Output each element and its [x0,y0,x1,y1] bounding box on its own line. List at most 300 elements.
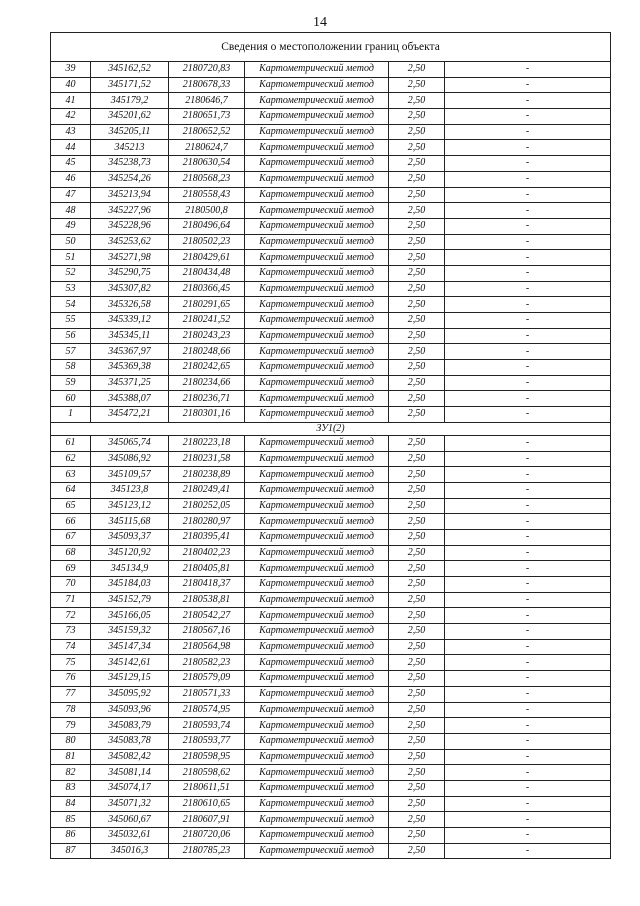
precision-cell: 2,50 [389,203,445,219]
section-label: ЗУ1(2) [51,422,611,435]
table-row [51,608,611,624]
table-row [51,577,611,593]
y-coordinate-cell: 2180231,58 [169,451,245,467]
point-number-cell: 39 [51,62,91,78]
precision-cell: 2,50 [389,545,445,561]
description-cell: - [445,435,611,451]
precision-cell: 2,50 [389,313,445,329]
table-row [51,749,611,765]
y-coordinate-cell: 2180567,16 [169,624,245,640]
method-cell: Картометрический метод [245,203,389,219]
x-coordinate-cell: 345171,52 [91,77,169,93]
y-coordinate-cell: 2180571,33 [169,686,245,702]
y-coordinate-cell: 2180611,51 [169,780,245,796]
x-coordinate-cell: 345071,32 [91,796,169,812]
method-cell: Картометрический метод [245,171,389,187]
y-coordinate-cell: 2180607,91 [169,812,245,828]
description-cell: - [445,124,611,140]
y-coordinate-cell: 2180252,05 [169,498,245,514]
table-row [51,156,611,172]
method-cell: Картометрический метод [245,514,389,530]
precision-cell: 2,50 [389,514,445,530]
method-cell: Картометрический метод [245,780,389,796]
y-coordinate-cell: 2180678,33 [169,77,245,93]
point-number-cell: 56 [51,328,91,344]
description-cell: - [445,62,611,78]
point-number-cell: 77 [51,686,91,702]
precision-cell: 2,50 [389,375,445,391]
table-row [51,498,611,514]
point-number-cell: 1 [51,407,91,423]
description-cell: - [445,561,611,577]
table-row [51,780,611,796]
x-coordinate-cell: 345254,26 [91,171,169,187]
x-coordinate-cell: 345227,96 [91,203,169,219]
x-coordinate-cell: 345123,12 [91,498,169,514]
method-cell: Картометрический метод [245,702,389,718]
description-cell: - [445,391,611,407]
precision-cell: 2,50 [389,344,445,360]
description-cell: - [445,592,611,608]
precision-cell: 2,50 [389,702,445,718]
point-number-cell: 53 [51,281,91,297]
x-coordinate-cell: 345339,12 [91,313,169,329]
method-cell: Картометрический метод [245,281,389,297]
precision-cell: 2,50 [389,655,445,671]
table-row [51,109,611,125]
description-cell: - [445,93,611,109]
description-cell: - [445,624,611,640]
method-cell: Картометрический метод [245,375,389,391]
y-coordinate-cell: 2180301,16 [169,407,245,423]
point-number-cell: 47 [51,187,91,203]
description-cell: - [445,451,611,467]
x-coordinate-cell: 345081,14 [91,765,169,781]
y-coordinate-cell: 2180610,65 [169,796,245,812]
point-number-cell: 60 [51,391,91,407]
y-coordinate-cell: 2180418,37 [169,577,245,593]
y-coordinate-cell: 2180366,45 [169,281,245,297]
precision-cell: 2,50 [389,234,445,250]
x-coordinate-cell: 345179,2 [91,93,169,109]
x-coordinate-cell: 345129,15 [91,671,169,687]
description-cell: - [445,218,611,234]
y-coordinate-cell: 2180574,95 [169,702,245,718]
description-cell: - [445,577,611,593]
precision-cell: 2,50 [389,140,445,156]
method-cell: Картометрический метод [245,77,389,93]
description-cell: - [445,514,611,530]
description-cell: - [445,250,611,266]
x-coordinate-cell: 345093,37 [91,529,169,545]
page-number: 14 [313,15,327,30]
description-cell: - [445,608,611,624]
method-cell: Картометрический метод [245,529,389,545]
precision-cell: 2,50 [389,467,445,483]
precision-cell: 2,50 [389,812,445,828]
description-cell: - [445,265,611,281]
table-row [51,234,611,250]
description-cell: - [445,529,611,545]
precision-cell: 2,50 [389,592,445,608]
y-coordinate-cell: 2180500,8 [169,203,245,219]
description-cell: - [445,156,611,172]
x-coordinate-cell: 345083,79 [91,718,169,734]
description-cell: - [445,733,611,749]
precision-cell: 2,50 [389,187,445,203]
description-cell: - [445,140,611,156]
y-coordinate-cell: 2180593,74 [169,718,245,734]
y-coordinate-cell: 2180242,65 [169,360,245,376]
precision-cell: 2,50 [389,109,445,125]
method-cell: Картометрический метод [245,62,389,78]
x-coordinate-cell: 345123,8 [91,482,169,498]
precision-cell: 2,50 [389,328,445,344]
description-cell: - [445,328,611,344]
table-title: Сведения о местоположении границ объекта [51,33,611,62]
table-row [51,733,611,749]
precision-cell: 2,50 [389,218,445,234]
description-cell: - [445,187,611,203]
method-cell: Картометрический метод [245,812,389,828]
table-row [51,514,611,530]
description-cell: - [445,203,611,219]
y-coordinate-cell: 2180429,61 [169,250,245,266]
description-cell: - [445,702,611,718]
x-coordinate-cell: 345093,96 [91,702,169,718]
description-cell: - [445,407,611,423]
method-cell: Картометрический метод [245,265,389,281]
point-number-cell: 61 [51,435,91,451]
description-cell: - [445,375,611,391]
precision-cell: 2,50 [389,529,445,545]
y-coordinate-cell: 2180241,52 [169,313,245,329]
method-cell: Картометрический метод [245,467,389,483]
point-number-cell: 81 [51,749,91,765]
precision-cell: 2,50 [389,360,445,376]
x-coordinate-cell: 345238,73 [91,156,169,172]
point-number-cell: 86 [51,828,91,844]
precision-cell: 2,50 [389,577,445,593]
table-row [51,281,611,297]
x-coordinate-cell: 345065,74 [91,435,169,451]
boundary-coordinates-table [50,32,611,859]
table-row [51,124,611,140]
table-row [51,360,611,376]
method-cell: Картометрический метод [245,561,389,577]
method-cell: Картометрический метод [245,624,389,640]
y-coordinate-cell: 2180564,98 [169,639,245,655]
y-coordinate-cell: 2180291,65 [169,297,245,313]
method-cell: Картометрический метод [245,328,389,344]
table-row [51,545,611,561]
precision-cell: 2,50 [389,733,445,749]
point-number-cell: 48 [51,203,91,219]
point-number-cell: 57 [51,344,91,360]
table-row [51,843,611,859]
y-coordinate-cell: 2180785,23 [169,843,245,859]
x-coordinate-cell: 345369,38 [91,360,169,376]
method-cell: Картометрический метод [245,765,389,781]
x-coordinate-cell: 345162,52 [91,62,169,78]
y-coordinate-cell: 2180402,23 [169,545,245,561]
table-row [51,218,611,234]
point-number-cell: 42 [51,109,91,125]
point-number-cell: 84 [51,796,91,812]
description-cell: - [445,281,611,297]
point-number-cell: 68 [51,545,91,561]
method-cell: Картометрический метод [245,577,389,593]
method-cell: Картометрический метод [245,187,389,203]
y-coordinate-cell: 2180538,81 [169,592,245,608]
x-coordinate-cell: 345205,11 [91,124,169,140]
point-number-cell: 49 [51,218,91,234]
table-row [51,203,611,219]
method-cell: Картометрический метод [245,234,389,250]
y-coordinate-cell: 2180646,7 [169,93,245,109]
x-coordinate-cell: 345367,97 [91,344,169,360]
description-cell: - [445,109,611,125]
table-row [51,265,611,281]
y-coordinate-cell: 2180651,73 [169,109,245,125]
method-cell: Картометрический метод [245,545,389,561]
y-coordinate-cell: 2180243,23 [169,328,245,344]
x-coordinate-cell: 345388,07 [91,391,169,407]
x-coordinate-cell: 345115,68 [91,514,169,530]
precision-cell: 2,50 [389,250,445,266]
method-cell: Картометрический метод [245,360,389,376]
table-row [51,671,611,687]
point-number-cell: 52 [51,265,91,281]
precision-cell: 2,50 [389,77,445,93]
y-coordinate-cell: 2180395,41 [169,529,245,545]
description-cell: - [445,360,611,376]
y-coordinate-cell: 2180598,95 [169,749,245,765]
description-cell: - [445,843,611,859]
precision-cell: 2,50 [389,451,445,467]
table-body [51,33,611,859]
point-number-cell: 64 [51,482,91,498]
table-row [51,812,611,828]
x-coordinate-cell: 345109,57 [91,467,169,483]
method-cell: Картометрический метод [245,498,389,514]
y-coordinate-cell: 2180238,89 [169,467,245,483]
table-row [51,482,611,498]
point-number-cell: 79 [51,718,91,734]
table-row [51,344,611,360]
y-coordinate-cell: 2180405,81 [169,561,245,577]
table-row [51,171,611,187]
y-coordinate-cell: 2180624,7 [169,140,245,156]
method-cell: Картометрический метод [245,344,389,360]
description-cell: - [445,171,611,187]
point-number-cell: 74 [51,639,91,655]
y-coordinate-cell: 2180582,23 [169,655,245,671]
point-number-cell: 40 [51,77,91,93]
point-number-cell: 70 [51,577,91,593]
method-cell: Картометрический метод [245,250,389,266]
table-row [51,718,611,734]
table-row [51,140,611,156]
y-coordinate-cell: 2180236,71 [169,391,245,407]
method-cell: Картометрический метод [245,749,389,765]
table-row [51,828,611,844]
method-cell: Картометрический метод [245,655,389,671]
point-number-cell: 76 [51,671,91,687]
x-coordinate-cell: 345184,03 [91,577,169,593]
point-number-cell: 66 [51,514,91,530]
x-coordinate-cell: 345228,96 [91,218,169,234]
x-coordinate-cell: 345074,17 [91,780,169,796]
method-cell: Картометрический метод [245,124,389,140]
table-title-row [51,33,611,62]
y-coordinate-cell: 2180280,97 [169,514,245,530]
method-cell: Картометрический метод [245,407,389,423]
point-number-cell: 45 [51,156,91,172]
description-cell: - [445,686,611,702]
table-row [51,592,611,608]
table-row [51,655,611,671]
y-coordinate-cell: 2180234,66 [169,375,245,391]
y-coordinate-cell: 2180568,23 [169,171,245,187]
x-coordinate-cell: 345016,3 [91,843,169,859]
table-row [51,529,611,545]
precision-cell: 2,50 [389,281,445,297]
point-number-cell: 83 [51,780,91,796]
x-coordinate-cell: 345147,34 [91,639,169,655]
table-row [51,765,611,781]
y-coordinate-cell: 2180223,18 [169,435,245,451]
y-coordinate-cell: 2180630,54 [169,156,245,172]
table-row [51,686,611,702]
point-number-cell: 62 [51,451,91,467]
method-cell: Картометрический метод [245,718,389,734]
point-number-cell: 41 [51,93,91,109]
x-coordinate-cell: 345060,67 [91,812,169,828]
point-number-cell: 67 [51,529,91,545]
precision-cell: 2,50 [389,265,445,281]
description-cell: - [445,780,611,796]
table-row [51,407,611,423]
x-coordinate-cell: 345086,92 [91,451,169,467]
y-coordinate-cell: 2180598,62 [169,765,245,781]
table-row [51,93,611,109]
y-coordinate-cell: 2180434,48 [169,265,245,281]
y-coordinate-cell: 2180249,41 [169,482,245,498]
precision-cell: 2,50 [389,796,445,812]
x-coordinate-cell: 345095,92 [91,686,169,702]
precision-cell: 2,50 [389,828,445,844]
x-coordinate-cell: 345253,62 [91,234,169,250]
method-cell: Картометрический метод [245,592,389,608]
precision-cell: 2,50 [389,435,445,451]
x-coordinate-cell: 345201,62 [91,109,169,125]
point-number-cell: 78 [51,702,91,718]
y-coordinate-cell: 2180558,43 [169,187,245,203]
x-coordinate-cell: 345032,61 [91,828,169,844]
point-number-cell: 69 [51,561,91,577]
method-cell: Картометрический метод [245,671,389,687]
method-cell: Картометрический метод [245,140,389,156]
point-number-cell: 50 [51,234,91,250]
point-number-cell: 43 [51,124,91,140]
point-number-cell: 85 [51,812,91,828]
point-number-cell: 46 [51,171,91,187]
x-coordinate-cell: 345371,25 [91,375,169,391]
point-number-cell: 54 [51,297,91,313]
y-coordinate-cell: 2180652,52 [169,124,245,140]
description-cell: - [445,796,611,812]
table-row [51,624,611,640]
table-row [51,467,611,483]
y-coordinate-cell: 2180542,27 [169,608,245,624]
description-cell: - [445,467,611,483]
precision-cell: 2,50 [389,391,445,407]
precision-cell: 2,50 [389,608,445,624]
table-row [51,187,611,203]
method-cell: Картометрический метод [245,482,389,498]
description-cell: - [445,828,611,844]
x-coordinate-cell: 345472,21 [91,407,169,423]
x-coordinate-cell: 345213,94 [91,187,169,203]
point-number-cell: 59 [51,375,91,391]
x-coordinate-cell: 345159,32 [91,624,169,640]
description-cell: - [445,297,611,313]
method-cell: Картометрический метод [245,639,389,655]
table-row [51,297,611,313]
x-coordinate-cell: 345290,75 [91,265,169,281]
precision-cell: 2,50 [389,780,445,796]
table-row [51,702,611,718]
x-coordinate-cell: 345213 [91,140,169,156]
description-cell: - [445,344,611,360]
description-cell: - [445,77,611,93]
section-row [51,422,611,435]
method-cell: Картометрический метод [245,686,389,702]
point-number-cell: 72 [51,608,91,624]
x-coordinate-cell: 345271,98 [91,250,169,266]
table-row [51,451,611,467]
point-number-cell: 80 [51,733,91,749]
method-cell: Картометрический метод [245,218,389,234]
precision-cell: 2,50 [389,718,445,734]
x-coordinate-cell: 345120,92 [91,545,169,561]
x-coordinate-cell: 345307,82 [91,281,169,297]
precision-cell: 2,50 [389,407,445,423]
precision-cell: 2,50 [389,124,445,140]
table-row [51,796,611,812]
table-row [51,77,611,93]
point-number-cell: 82 [51,765,91,781]
description-cell: - [445,482,611,498]
x-coordinate-cell: 345326,58 [91,297,169,313]
precision-cell: 2,50 [389,156,445,172]
x-coordinate-cell: 345083,78 [91,733,169,749]
precision-cell: 2,50 [389,561,445,577]
method-cell: Картометрический метод [245,843,389,859]
method-cell: Картометрический метод [245,435,389,451]
method-cell: Картометрический метод [245,733,389,749]
table-row [51,62,611,78]
point-number-cell: 75 [51,655,91,671]
x-coordinate-cell: 345134,9 [91,561,169,577]
point-number-cell: 63 [51,467,91,483]
method-cell: Картометрический метод [245,796,389,812]
method-cell: Картометрический метод [245,109,389,125]
table-row [51,561,611,577]
table-row [51,639,611,655]
y-coordinate-cell: 2180593,77 [169,733,245,749]
